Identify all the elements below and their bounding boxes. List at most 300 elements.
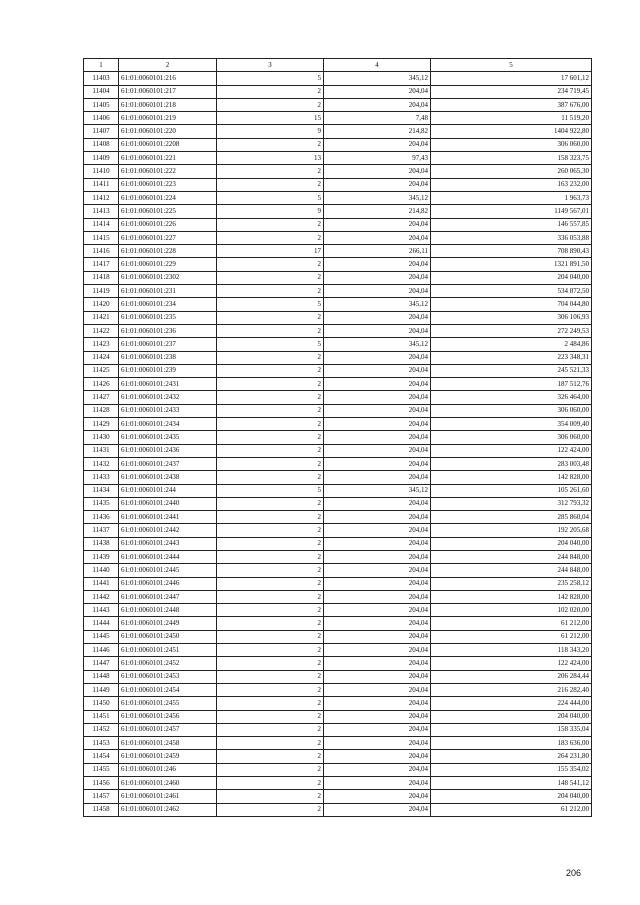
cadastral-number-cell: 61:01:0060101:2452 bbox=[119, 657, 217, 670]
rate-cell: 204,04 bbox=[324, 404, 431, 417]
count-cell: 2 bbox=[217, 763, 324, 776]
value-cell: 1321 891,50 bbox=[431, 258, 592, 271]
cadastral-number-cell: 61:01:0060101:221 bbox=[119, 152, 217, 165]
row-number-cell: 11425 bbox=[84, 364, 119, 377]
rate-cell: 204,04 bbox=[324, 85, 431, 98]
cadastral-number-cell: 61:01:0060101:2447 bbox=[119, 590, 217, 603]
rate-cell: 204,04 bbox=[324, 271, 431, 284]
count-cell: 2 bbox=[217, 218, 324, 231]
cadastral-number-cell: 61:01:0060101:244 bbox=[119, 484, 217, 497]
count-cell: 5 bbox=[217, 191, 324, 204]
cadastral-number-cell: 61:01:0060101:2445 bbox=[119, 564, 217, 577]
rate-cell: 204,04 bbox=[324, 683, 431, 696]
rate-cell: 204,04 bbox=[324, 165, 431, 178]
rate-cell: 204,04 bbox=[324, 497, 431, 510]
value-cell: 306 106,93 bbox=[431, 311, 592, 324]
table-row bbox=[84, 457, 592, 470]
row-number-cell: 11423 bbox=[84, 338, 119, 351]
table-row bbox=[84, 338, 592, 351]
count-cell: 2 bbox=[217, 604, 324, 617]
table-row bbox=[84, 72, 592, 85]
data-table bbox=[83, 58, 592, 817]
table-row bbox=[84, 750, 592, 763]
table-row bbox=[84, 657, 592, 670]
cadastral-number-cell: 61:01:0060101:2449 bbox=[119, 617, 217, 630]
row-number-cell: 11405 bbox=[84, 98, 119, 111]
row-number-cell: 11406 bbox=[84, 112, 119, 125]
cadastral-number-cell: 61:01:0060101:2446 bbox=[119, 577, 217, 590]
count-cell: 2 bbox=[217, 564, 324, 577]
column-header-2: 2 bbox=[119, 59, 217, 72]
count-cell: 2 bbox=[217, 404, 324, 417]
table-row bbox=[84, 723, 592, 736]
value-cell: 146 557,85 bbox=[431, 218, 592, 231]
cadastral-number-cell: 61:01:0060101:2438 bbox=[119, 471, 217, 484]
value-cell: 1404 922,80 bbox=[431, 125, 592, 138]
value-cell: 206 284,44 bbox=[431, 670, 592, 683]
row-number-cell: 11442 bbox=[84, 590, 119, 603]
count-cell: 2 bbox=[217, 165, 324, 178]
count-cell: 2 bbox=[217, 497, 324, 510]
table-row bbox=[84, 471, 592, 484]
row-number-cell: 11445 bbox=[84, 630, 119, 643]
rate-cell: 204,04 bbox=[324, 590, 431, 603]
cadastral-number-cell: 61:01:0060101:225 bbox=[119, 205, 217, 218]
cadastral-number-cell: 61:01:0060101:2457 bbox=[119, 723, 217, 736]
count-cell: 2 bbox=[217, 697, 324, 710]
rate-cell: 204,04 bbox=[324, 537, 431, 550]
cadastral-number-cell: 61:01:0060101:2302 bbox=[119, 271, 217, 284]
rate-cell: 204,04 bbox=[324, 617, 431, 630]
row-number-cell: 11451 bbox=[84, 710, 119, 723]
count-cell: 2 bbox=[217, 670, 324, 683]
count-cell: 2 bbox=[217, 750, 324, 763]
rate-cell: 204,04 bbox=[324, 657, 431, 670]
column-header-4: 4 bbox=[324, 59, 431, 72]
count-cell: 2 bbox=[217, 550, 324, 563]
count-cell: 5 bbox=[217, 484, 324, 497]
rate-cell: 204,04 bbox=[324, 737, 431, 750]
row-number-cell: 11432 bbox=[84, 457, 119, 470]
cadastral-number-cell: 61:01:0060101:2458 bbox=[119, 737, 217, 750]
table-row bbox=[84, 683, 592, 696]
table-row bbox=[84, 497, 592, 510]
value-cell: 204 040,00 bbox=[431, 537, 592, 550]
value-cell: 306 060,00 bbox=[431, 404, 592, 417]
row-number-cell: 11411 bbox=[84, 178, 119, 191]
rate-cell: 204,04 bbox=[324, 324, 431, 337]
cadastral-number-cell: 61:01:0060101:2435 bbox=[119, 431, 217, 444]
cadastral-number-cell: 61:01:0060101:224 bbox=[119, 191, 217, 204]
count-cell: 2 bbox=[217, 710, 324, 723]
cadastral-number-cell: 61:01:0060101:239 bbox=[119, 364, 217, 377]
value-cell: 704 044,80 bbox=[431, 298, 592, 311]
table-row bbox=[84, 165, 592, 178]
rate-cell: 204,04 bbox=[324, 697, 431, 710]
count-cell: 2 bbox=[217, 577, 324, 590]
row-number-cell: 11426 bbox=[84, 378, 119, 391]
row-number-cell: 11410 bbox=[84, 165, 119, 178]
rate-cell: 204,04 bbox=[324, 471, 431, 484]
column-header-5: 5 bbox=[431, 59, 592, 72]
rate-cell: 345,12 bbox=[324, 484, 431, 497]
rate-cell: 204,04 bbox=[324, 564, 431, 577]
value-cell: 1 963,73 bbox=[431, 191, 592, 204]
table-row bbox=[84, 178, 592, 191]
rate-cell: 204,04 bbox=[324, 457, 431, 470]
count-cell: 2 bbox=[217, 231, 324, 244]
rate-cell: 204,04 bbox=[324, 790, 431, 803]
cadastral-number-cell: 61:01:0060101:236 bbox=[119, 324, 217, 337]
cadastral-number-cell: 61:01:0060101:2440 bbox=[119, 497, 217, 510]
table-row bbox=[84, 444, 592, 457]
row-number-cell: 11453 bbox=[84, 737, 119, 750]
count-cell: 5 bbox=[217, 72, 324, 85]
table-row bbox=[84, 550, 592, 563]
value-cell: 336 053,88 bbox=[431, 231, 592, 244]
rate-cell: 214,82 bbox=[324, 125, 431, 138]
rate-cell: 204,04 bbox=[324, 511, 431, 524]
cadastral-number-cell: 61:01:0060101:2441 bbox=[119, 511, 217, 524]
row-number-cell: 11447 bbox=[84, 657, 119, 670]
cadastral-number-cell: 61:01:0060101:220 bbox=[119, 125, 217, 138]
table-row bbox=[84, 577, 592, 590]
cadastral-number-cell: 61:01:0060101:219 bbox=[119, 112, 217, 125]
rate-cell: 7,48 bbox=[324, 112, 431, 125]
table-row bbox=[84, 258, 592, 271]
row-number-cell: 11438 bbox=[84, 537, 119, 550]
count-cell: 5 bbox=[217, 338, 324, 351]
value-cell: 142 828,00 bbox=[431, 471, 592, 484]
value-cell: 122 424,00 bbox=[431, 444, 592, 457]
count-cell: 9 bbox=[217, 205, 324, 218]
cadastral-number-cell: 61:01:0060101:2462 bbox=[119, 803, 217, 816]
cadastral-number-cell: 61:01:0060101:216 bbox=[119, 72, 217, 85]
row-number-cell: 11419 bbox=[84, 285, 119, 298]
cadastral-number-cell: 61:01:0060101:2431 bbox=[119, 378, 217, 391]
rate-cell: 204,04 bbox=[324, 418, 431, 431]
table-row bbox=[84, 152, 592, 165]
rate-cell: 204,04 bbox=[324, 763, 431, 776]
count-cell: 2 bbox=[217, 391, 324, 404]
row-number-cell: 11431 bbox=[84, 444, 119, 457]
cadastral-number-cell: 61:01:0060101:246 bbox=[119, 763, 217, 776]
rate-cell: 204,04 bbox=[324, 670, 431, 683]
count-cell: 2 bbox=[217, 418, 324, 431]
row-number-cell: 11413 bbox=[84, 205, 119, 218]
value-cell: 326 464,00 bbox=[431, 391, 592, 404]
count-cell: 5 bbox=[217, 298, 324, 311]
value-cell: 163 232,00 bbox=[431, 178, 592, 191]
table-row bbox=[84, 511, 592, 524]
column-header-1: 1 bbox=[84, 59, 119, 72]
row-number-cell: 11443 bbox=[84, 604, 119, 617]
value-cell: 216 282,40 bbox=[431, 683, 592, 696]
cadastral-number-cell: 61:01:0060101:2433 bbox=[119, 404, 217, 417]
row-number-cell: 11458 bbox=[84, 803, 119, 816]
value-cell: 283 003,48 bbox=[431, 457, 592, 470]
table-row bbox=[84, 431, 592, 444]
table-row bbox=[84, 670, 592, 683]
table-row bbox=[84, 364, 592, 377]
count-cell: 15 bbox=[217, 112, 324, 125]
count-cell: 9 bbox=[217, 125, 324, 138]
rate-cell: 204,04 bbox=[324, 364, 431, 377]
row-number-cell: 11433 bbox=[84, 471, 119, 484]
table-row bbox=[84, 191, 592, 204]
page-number: 206 bbox=[566, 868, 582, 878]
rate-cell: 345,12 bbox=[324, 72, 431, 85]
cadastral-number-cell: 61:01:0060101:235 bbox=[119, 311, 217, 324]
table-row bbox=[84, 311, 592, 324]
cadastral-number-cell: 61:01:0060101:223 bbox=[119, 178, 217, 191]
value-cell: 61 212,00 bbox=[431, 617, 592, 630]
rate-cell: 204,04 bbox=[324, 723, 431, 736]
row-number-cell: 11424 bbox=[84, 351, 119, 364]
rate-cell: 204,04 bbox=[324, 231, 431, 244]
cadastral-number-cell: 61:01:0060101:222 bbox=[119, 165, 217, 178]
row-number-cell: 11436 bbox=[84, 511, 119, 524]
value-cell: 312 793,32 bbox=[431, 497, 592, 510]
count-cell: 2 bbox=[217, 324, 324, 337]
table-row bbox=[84, 112, 592, 125]
cadastral-number-cell: 61:01:0060101:227 bbox=[119, 231, 217, 244]
rate-cell: 204,04 bbox=[324, 630, 431, 643]
rate-cell: 204,04 bbox=[324, 803, 431, 816]
value-cell: 272 249,53 bbox=[431, 324, 592, 337]
count-cell: 2 bbox=[217, 98, 324, 111]
count-cell: 2 bbox=[217, 364, 324, 377]
rate-cell: 204,04 bbox=[324, 378, 431, 391]
cadastral-number-cell: 61:01:0060101:2443 bbox=[119, 537, 217, 550]
row-number-cell: 11437 bbox=[84, 524, 119, 537]
value-cell: 142 828,00 bbox=[431, 590, 592, 603]
table-row bbox=[84, 763, 592, 776]
row-number-cell: 11416 bbox=[84, 245, 119, 258]
table-row bbox=[84, 537, 592, 550]
table-row bbox=[84, 138, 592, 151]
cadastral-number-cell: 61:01:0060101:226 bbox=[119, 218, 217, 231]
cadastral-number-cell: 61:01:0060101:238 bbox=[119, 351, 217, 364]
table-row bbox=[84, 524, 592, 537]
count-cell: 2 bbox=[217, 85, 324, 98]
rate-cell: 204,04 bbox=[324, 777, 431, 790]
value-cell: 204 040,00 bbox=[431, 790, 592, 803]
count-cell: 2 bbox=[217, 285, 324, 298]
rate-cell: 204,04 bbox=[324, 351, 431, 364]
count-cell: 17 bbox=[217, 245, 324, 258]
cadastral-number-cell: 61:01:0060101:2444 bbox=[119, 550, 217, 563]
table-row bbox=[84, 98, 592, 111]
row-number-cell: 11422 bbox=[84, 324, 119, 337]
row-number-cell: 11407 bbox=[84, 125, 119, 138]
value-cell: 354 009,40 bbox=[431, 418, 592, 431]
table-row bbox=[84, 590, 592, 603]
value-cell: 105 261,60 bbox=[431, 484, 592, 497]
table-body bbox=[84, 72, 592, 817]
value-cell: 11 519,20 bbox=[431, 112, 592, 125]
row-number-cell: 11454 bbox=[84, 750, 119, 763]
table-row bbox=[84, 205, 592, 218]
value-cell: 306 060,00 bbox=[431, 431, 592, 444]
count-cell: 2 bbox=[217, 537, 324, 550]
rate-cell: 204,04 bbox=[324, 550, 431, 563]
column-header-3: 3 bbox=[217, 59, 324, 72]
cadastral-number-cell: 61:01:0060101:2459 bbox=[119, 750, 217, 763]
rate-cell: 204,04 bbox=[324, 524, 431, 537]
count-cell: 2 bbox=[217, 803, 324, 816]
row-number-cell: 11434 bbox=[84, 484, 119, 497]
value-cell: 234 719,45 bbox=[431, 85, 592, 98]
row-number-cell: 11404 bbox=[84, 85, 119, 98]
cadastral-number-cell: 61:01:0060101:2434 bbox=[119, 418, 217, 431]
count-cell: 2 bbox=[217, 790, 324, 803]
rate-cell: 204,04 bbox=[324, 98, 431, 111]
value-cell: 61 212,00 bbox=[431, 630, 592, 643]
rate-cell: 204,04 bbox=[324, 285, 431, 298]
value-cell: 158 323,75 bbox=[431, 152, 592, 165]
cadastral-number-cell: 61:01:0060101:2456 bbox=[119, 710, 217, 723]
table-row bbox=[84, 298, 592, 311]
row-number-cell: 11446 bbox=[84, 644, 119, 657]
value-cell: 183 636,00 bbox=[431, 737, 592, 750]
table-row bbox=[84, 564, 592, 577]
cadastral-number-cell: 61:01:0060101:2461 bbox=[119, 790, 217, 803]
cadastral-number-cell: 61:01:0060101:217 bbox=[119, 85, 217, 98]
table-row bbox=[84, 777, 592, 790]
count-cell: 2 bbox=[217, 617, 324, 630]
table-row bbox=[84, 85, 592, 98]
cadastral-number-cell: 61:01:0060101:2453 bbox=[119, 670, 217, 683]
cadastral-number-cell: 61:01:0060101:2432 bbox=[119, 391, 217, 404]
row-number-cell: 11449 bbox=[84, 683, 119, 696]
row-number-cell: 11457 bbox=[84, 790, 119, 803]
count-cell: 2 bbox=[217, 444, 324, 457]
count-cell: 2 bbox=[217, 378, 324, 391]
table-row bbox=[84, 710, 592, 723]
rate-cell: 204,04 bbox=[324, 391, 431, 404]
count-cell: 2 bbox=[217, 777, 324, 790]
row-number-cell: 11420 bbox=[84, 298, 119, 311]
count-cell: 2 bbox=[217, 138, 324, 151]
row-number-cell: 11428 bbox=[84, 404, 119, 417]
rate-cell: 204,04 bbox=[324, 710, 431, 723]
rate-cell: 266,11 bbox=[324, 245, 431, 258]
value-cell: 534 872,50 bbox=[431, 285, 592, 298]
table-row bbox=[84, 484, 592, 497]
cadastral-number-cell: 61:01:0060101:2437 bbox=[119, 457, 217, 470]
cadastral-number-cell: 61:01:0060101:218 bbox=[119, 98, 217, 111]
row-number-cell: 11452 bbox=[84, 723, 119, 736]
value-cell: 387 676,00 bbox=[431, 98, 592, 111]
rate-cell: 204,04 bbox=[324, 138, 431, 151]
rate-cell: 345,12 bbox=[324, 338, 431, 351]
row-number-cell: 11408 bbox=[84, 138, 119, 151]
rate-cell: 204,04 bbox=[324, 644, 431, 657]
count-cell: 2 bbox=[217, 258, 324, 271]
count-cell: 2 bbox=[217, 511, 324, 524]
rate-cell: 97,43 bbox=[324, 152, 431, 165]
count-cell: 2 bbox=[217, 590, 324, 603]
count-cell: 2 bbox=[217, 630, 324, 643]
cadastral-number-cell: 61:01:0060101:237 bbox=[119, 338, 217, 351]
table-row bbox=[84, 737, 592, 750]
count-cell: 2 bbox=[217, 431, 324, 444]
table-row bbox=[84, 604, 592, 617]
value-cell: 2 484,86 bbox=[431, 338, 592, 351]
cadastral-number-cell: 61:01:0060101:2454 bbox=[119, 683, 217, 696]
cadastral-number-cell: 61:01:0060101:2451 bbox=[119, 644, 217, 657]
row-number-cell: 11415 bbox=[84, 231, 119, 244]
table-row bbox=[84, 803, 592, 816]
count-cell: 13 bbox=[217, 152, 324, 165]
count-cell: 2 bbox=[217, 471, 324, 484]
value-cell: 306 060,00 bbox=[431, 138, 592, 151]
rate-cell: 214,82 bbox=[324, 205, 431, 218]
count-cell: 2 bbox=[217, 657, 324, 670]
value-cell: 1149 567,01 bbox=[431, 205, 592, 218]
row-number-cell: 11427 bbox=[84, 391, 119, 404]
table-row bbox=[84, 391, 592, 404]
row-number-cell: 11429 bbox=[84, 418, 119, 431]
rate-cell: 204,04 bbox=[324, 444, 431, 457]
row-number-cell: 11439 bbox=[84, 550, 119, 563]
value-cell: 158 335,04 bbox=[431, 723, 592, 736]
cadastral-number-cell: 61:01:0060101:234 bbox=[119, 298, 217, 311]
table-row bbox=[84, 324, 592, 337]
table-row bbox=[84, 617, 592, 630]
value-cell: 204 040,00 bbox=[431, 710, 592, 723]
rate-cell: 204,04 bbox=[324, 604, 431, 617]
count-cell: 2 bbox=[217, 683, 324, 696]
row-number-cell: 11450 bbox=[84, 697, 119, 710]
row-number-cell: 11430 bbox=[84, 431, 119, 444]
row-number-cell: 11409 bbox=[84, 152, 119, 165]
rate-cell: 204,04 bbox=[324, 258, 431, 271]
count-cell: 2 bbox=[217, 178, 324, 191]
rate-cell: 204,04 bbox=[324, 750, 431, 763]
row-number-cell: 11456 bbox=[84, 777, 119, 790]
cadastral-number-cell: 61:01:0060101:228 bbox=[119, 245, 217, 258]
rate-cell: 204,04 bbox=[324, 311, 431, 324]
row-number-cell: 11448 bbox=[84, 670, 119, 683]
row-number-cell: 11414 bbox=[84, 218, 119, 231]
table-row bbox=[84, 245, 592, 258]
value-cell: 285 860,04 bbox=[431, 511, 592, 524]
value-cell: 264 231,80 bbox=[431, 750, 592, 763]
value-cell: 187 512,76 bbox=[431, 378, 592, 391]
rate-cell: 204,04 bbox=[324, 218, 431, 231]
row-number-cell: 11403 bbox=[84, 72, 119, 85]
cadastral-number-cell: 61:01:0060101:2208 bbox=[119, 138, 217, 151]
table-row bbox=[84, 231, 592, 244]
value-cell: 708 890,43 bbox=[431, 245, 592, 258]
count-cell: 2 bbox=[217, 271, 324, 284]
table-row bbox=[84, 125, 592, 138]
rate-cell: 204,04 bbox=[324, 577, 431, 590]
cadastral-number-cell: 61:01:0060101:2455 bbox=[119, 697, 217, 710]
row-number-cell: 11417 bbox=[84, 258, 119, 271]
count-cell: 2 bbox=[217, 524, 324, 537]
count-cell: 2 bbox=[217, 723, 324, 736]
row-number-cell: 11435 bbox=[84, 497, 119, 510]
table-row bbox=[84, 418, 592, 431]
table-row bbox=[84, 790, 592, 803]
value-cell: 61 212,00 bbox=[431, 803, 592, 816]
rate-cell: 204,04 bbox=[324, 178, 431, 191]
value-cell: 192 205,68 bbox=[431, 524, 592, 537]
value-cell: 244 848,00 bbox=[431, 550, 592, 563]
